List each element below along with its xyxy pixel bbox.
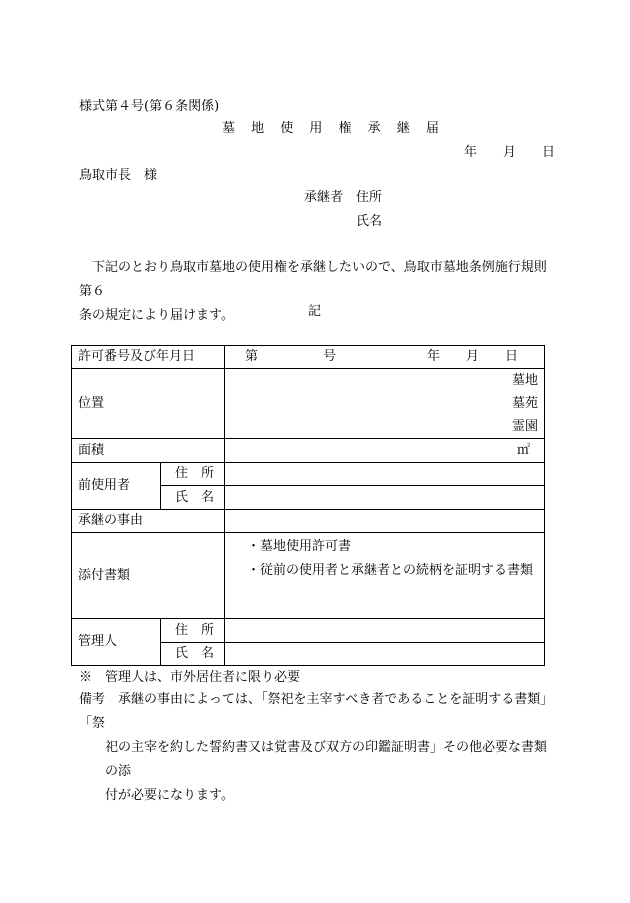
attachments-label: 添付書類 xyxy=(72,533,225,619)
reason-label: 承継の事由 xyxy=(72,510,225,533)
location-value[interactable] xyxy=(225,369,545,439)
previous-user-address-field[interactable] xyxy=(225,463,545,486)
remarks xyxy=(79,688,549,808)
statement-line-1: 下記のとおり鳥取市墓地の使用権を承継したいので、鳥取市墓地条例施行規則第６ xyxy=(79,260,547,299)
previous-user-address-label: 住 所 xyxy=(161,463,225,486)
previous-user-name-field[interactable] xyxy=(225,486,545,510)
remarks-line-1: 備考 承継の事由によっては、「祭祀を主宰すべき者であることを証明する書類」「祭 xyxy=(79,692,547,731)
attachments-list xyxy=(225,533,545,619)
area-label: 面積 xyxy=(72,439,225,463)
addressee: 鳥取市長 様 xyxy=(79,168,158,183)
form-title: 墓 地 使 用 権 承 継 届 xyxy=(222,121,445,136)
remarks-line-3: 付が必要になります。 xyxy=(105,788,234,803)
remarks-line-2: 祀の主宰を約した誓約書又は覚書及び双方の印鑑証明書」その他必要な書類の添 xyxy=(105,740,548,779)
manager-name-label: 氏 名 xyxy=(161,643,225,666)
manager-name-field[interactable] xyxy=(225,643,545,666)
attachment-item: ・従前の使用者と承継者との続柄を証明する書類 xyxy=(247,563,534,578)
manager-label: 管理人 xyxy=(72,619,161,666)
date-line: 年 月 日 xyxy=(464,145,556,160)
ki-mark: 記 xyxy=(308,304,322,319)
location-option: 墓地 xyxy=(511,373,538,388)
location-option: 霊園 xyxy=(511,419,538,434)
previous-user-label: 前使用者 xyxy=(72,463,161,510)
location-option: 墓苑 xyxy=(511,396,538,411)
application-table xyxy=(71,345,545,666)
reason-field[interactable] xyxy=(225,510,545,533)
successor-name-label: 氏名 xyxy=(356,214,383,229)
previous-user-name-label: 氏 名 xyxy=(161,486,225,510)
form-number: 様式第４号(第６条関係) xyxy=(79,99,220,114)
asterisk-note: ※ 管理人は、市外居住者に限り必要 xyxy=(79,670,301,685)
permit-label: 許可番号及び年月日 xyxy=(72,346,225,369)
manager-address-label: 住 所 xyxy=(161,619,225,643)
successor-address-label: 承継者 住所 xyxy=(304,190,383,205)
area-value[interactable]: ㎡ xyxy=(225,439,545,463)
location-label: 位置 xyxy=(72,369,225,439)
manager-address-field[interactable] xyxy=(225,619,545,643)
attachment-item: ・墓地使用許可書 xyxy=(247,539,352,554)
statement-line-2: 条の規定により届けます。 xyxy=(79,308,234,323)
permit-value[interactable]: 第 号 年 月 日 xyxy=(225,346,545,369)
